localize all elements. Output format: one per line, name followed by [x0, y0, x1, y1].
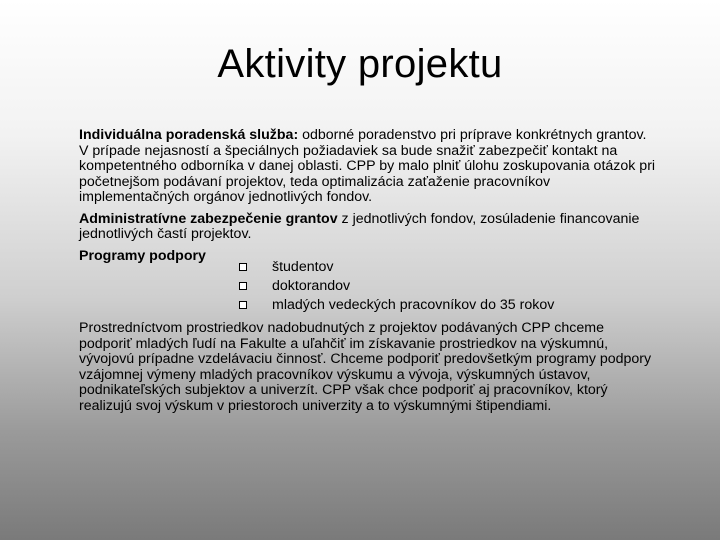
square-bullet-icon — [239, 282, 247, 290]
paragraph-individual-service — [79, 128, 659, 206]
programs-heading: Programy podpory — [79, 247, 206, 264]
paragraph-administrative-text: z jednotlivých fondov, zosúladenie financovanie jednotlivých častí projektov. — [79, 210, 640, 242]
paragraph-individual-service-heading: Individuálna poradenská služba: — [79, 127, 299, 143]
list-item — [79, 277, 659, 296]
paragraph-administrative-heading: Administratívne zabezpečenie grantov — [79, 210, 338, 227]
programs-list-wrap — [79, 258, 659, 315]
square-bullet-icon — [239, 301, 247, 309]
program-item-label: študentov — [272, 259, 334, 275]
square-bullet-icon — [239, 263, 247, 271]
slide-content — [79, 128, 659, 420]
list-item — [79, 296, 659, 315]
program-item-label: doktorandov — [272, 278, 351, 294]
program-item-label: mladých vedeckých pracovníkov do 35 rokov — [272, 297, 555, 313]
paragraph-individual-service-text: odborné poradenstvo pri príprave konkrétnych grantov. V prípade nejasností a špeciálnych požiadaviek sa bude snažiť zabezpečiť kontakt na kompetentného odborníka v danej oblasti. CPP by malo plniť úlohu zoskupovania otázok pri početnejšom podávaní projektov, teda optimalizácia zaťaženie pracovníkov implementačných orgánov jednotlivých fondov. — [79, 127, 656, 205]
paragraph-administrative — [79, 212, 659, 243]
programs-list — [79, 258, 659, 315]
paragraph-support: Prostredníctvom prostriedkov nadobudnutých z projektov podávaných CPP chceme podporiť mladých ľudí na Fakulte a uľahčiť im získavanie prostriedkov na výskumnú, vývojovú prípadne vzdelávaciu činnosť. Chceme podporiť predovšetkým programy podpory vzájomnej výmeny mladých pracovníkov výskumu a vývoja, výskumných ústavov, podnikateľských subjektov a univerzít. CPP však chce podporiť aj pracovníkov, ktorý realizujú svoj výskum v priestoroch univerzity a to výskumnými štipendiami. — [79, 320, 652, 414]
list-item — [79, 258, 659, 277]
slide-title: Aktivity projektu — [217, 42, 503, 86]
